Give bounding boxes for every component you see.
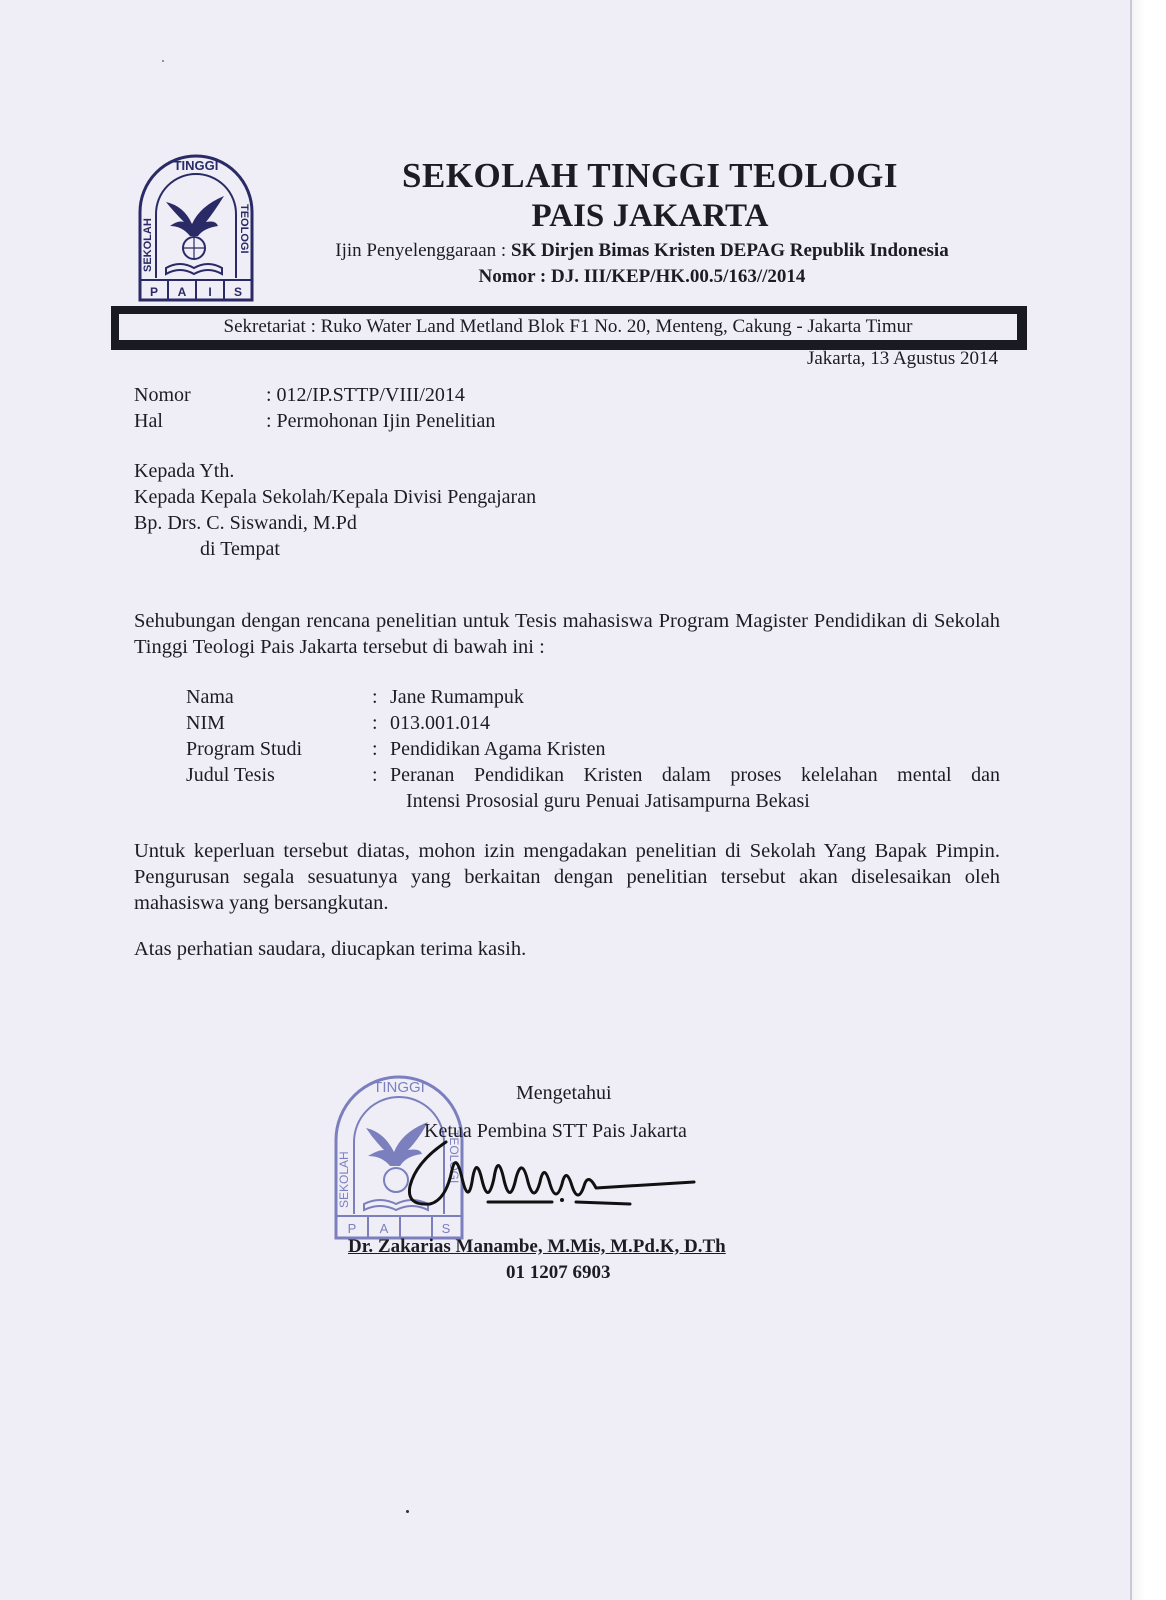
field-colon: : (372, 738, 378, 760)
hal-value: : Permohonan Ijin Penelitian (266, 410, 496, 432)
eagle-globe-book-icon (166, 196, 224, 274)
logo-letter-a: A (177, 285, 187, 299)
recipient-place: di Tempat (200, 538, 280, 560)
logo-letter-p: P (149, 285, 159, 299)
secretariat-address: Sekretariat : Ruko Water Land Metland Blok F1 No. 20, Menteng, Cakung - Jakarta Timur (118, 313, 1018, 341)
closing-paragraph: Atas perhatian saudara, diucapkan terima kasih. (134, 938, 527, 960)
field-label-nim: NIM (186, 712, 225, 734)
field-value-nim: 013.001.014 (390, 712, 490, 734)
signer-id-number: 01 1207 6903 (506, 1262, 611, 1283)
field-colon: : (372, 764, 378, 786)
logo-ring-text-top (174, 158, 219, 173)
intro-paragraph: Sehubungan dengan rencana penelitian untuk Tesis mahasiswa Program Magister Pendidikan di Sekolah Tinggi Teologi Pais Jakarta tersebut di bawah ini : (134, 610, 1000, 658)
stamp-letter-s: S (441, 1221, 451, 1236)
stamp-ring-text-right: TEOLOGI (447, 1130, 461, 1184)
stamp-ring-text-top: TINGGI (373, 1079, 425, 1096)
nomor-value: : 012/IP.STTP/VIII/2014 (266, 384, 465, 406)
license-label: Ijin Penyelenggaraan : (335, 240, 507, 261)
field-value-judul: Peranan Pendidikan Kristen dalam proses kelelahan mental dan (390, 764, 1000, 786)
field-label-program: Program Studi (186, 738, 303, 760)
license-line (282, 240, 1002, 262)
purpose-paragraph: Untuk keperluan tersebut diatas, mohon izin mengadakan penelitian di Sekolah Yang Bapak Pimpin. Pengurusan segala sesuatunya yang berkaitan dengan penelitian tersebut akan diselesaikan oleh mahasiswa yang bersangkutan. (134, 840, 1000, 914)
field-colon: : (372, 686, 378, 708)
field-value-judul-cont: Intensi Prososial guru Penuai Jatisampurna Bekasi (406, 790, 810, 812)
paper-speck (406, 1510, 409, 1513)
field-label-judul: Judul Tesis (186, 764, 275, 786)
license-text: SK Dirjen Bimas Kristen DEPAG Republik Indonesia (510, 240, 949, 261)
field-label-nama: Nama (186, 686, 234, 708)
logo-letter-s: S (233, 285, 243, 299)
nomor-label: Nomor (134, 384, 191, 406)
stamp-letter-a: A (379, 1221, 389, 1236)
svg-text:TINGGI: TINGGI (173, 158, 219, 173)
paper-speck (162, 60, 164, 62)
recipient-title: Kepada Kepala Sekolah/Kepala Divisi Pengajaran (134, 486, 537, 508)
acknowledge-label: Mengetahui (516, 1082, 612, 1104)
svg-text:TEOLOGI: TEOLOGI (238, 204, 250, 254)
field-value-nama: Jane Rumampuk (390, 686, 524, 708)
logo-ring-text-right (238, 204, 250, 254)
letter-date: Jakarta, 13 Agustus 2014 (806, 348, 998, 369)
handwritten-signature (406, 1122, 716, 1222)
recipient-greeting: Kepada Yth. (134, 460, 235, 482)
institution-name: SEKOLAH TINGGI TEOLOGI (402, 156, 898, 195)
hal-label: Hal (134, 410, 163, 432)
paper-edge (1132, 0, 1166, 1600)
logo-letter-i: I (208, 285, 212, 299)
field-value-program: Pendidikan Agama Kristen (390, 738, 606, 760)
field-colon: : (372, 712, 378, 734)
stamp-letter-p: P (347, 1221, 357, 1236)
recipient-name: Bp. Drs. C. Siswandi, M.Pd (134, 512, 357, 534)
paper-edge-line (1130, 0, 1132, 1600)
logo-ring-text-left (142, 218, 154, 272)
signer-name: Dr. Zakarias Manambe, M.Mis, M.Pd.K, D.Th (348, 1236, 726, 1257)
signer-position: Ketua Pembina STT Pais Jakarta (424, 1120, 687, 1142)
stamp-ring-text-left: SEKOLAH (337, 1151, 351, 1208)
license-number: Nomor : DJ. III/KEP/HK.00.5/163//2014 (478, 266, 806, 287)
svg-text:SEKOLAH: SEKOLAH (142, 218, 154, 272)
institution-logo (134, 150, 258, 305)
institution-city: PAIS JAKARTA (531, 198, 769, 234)
